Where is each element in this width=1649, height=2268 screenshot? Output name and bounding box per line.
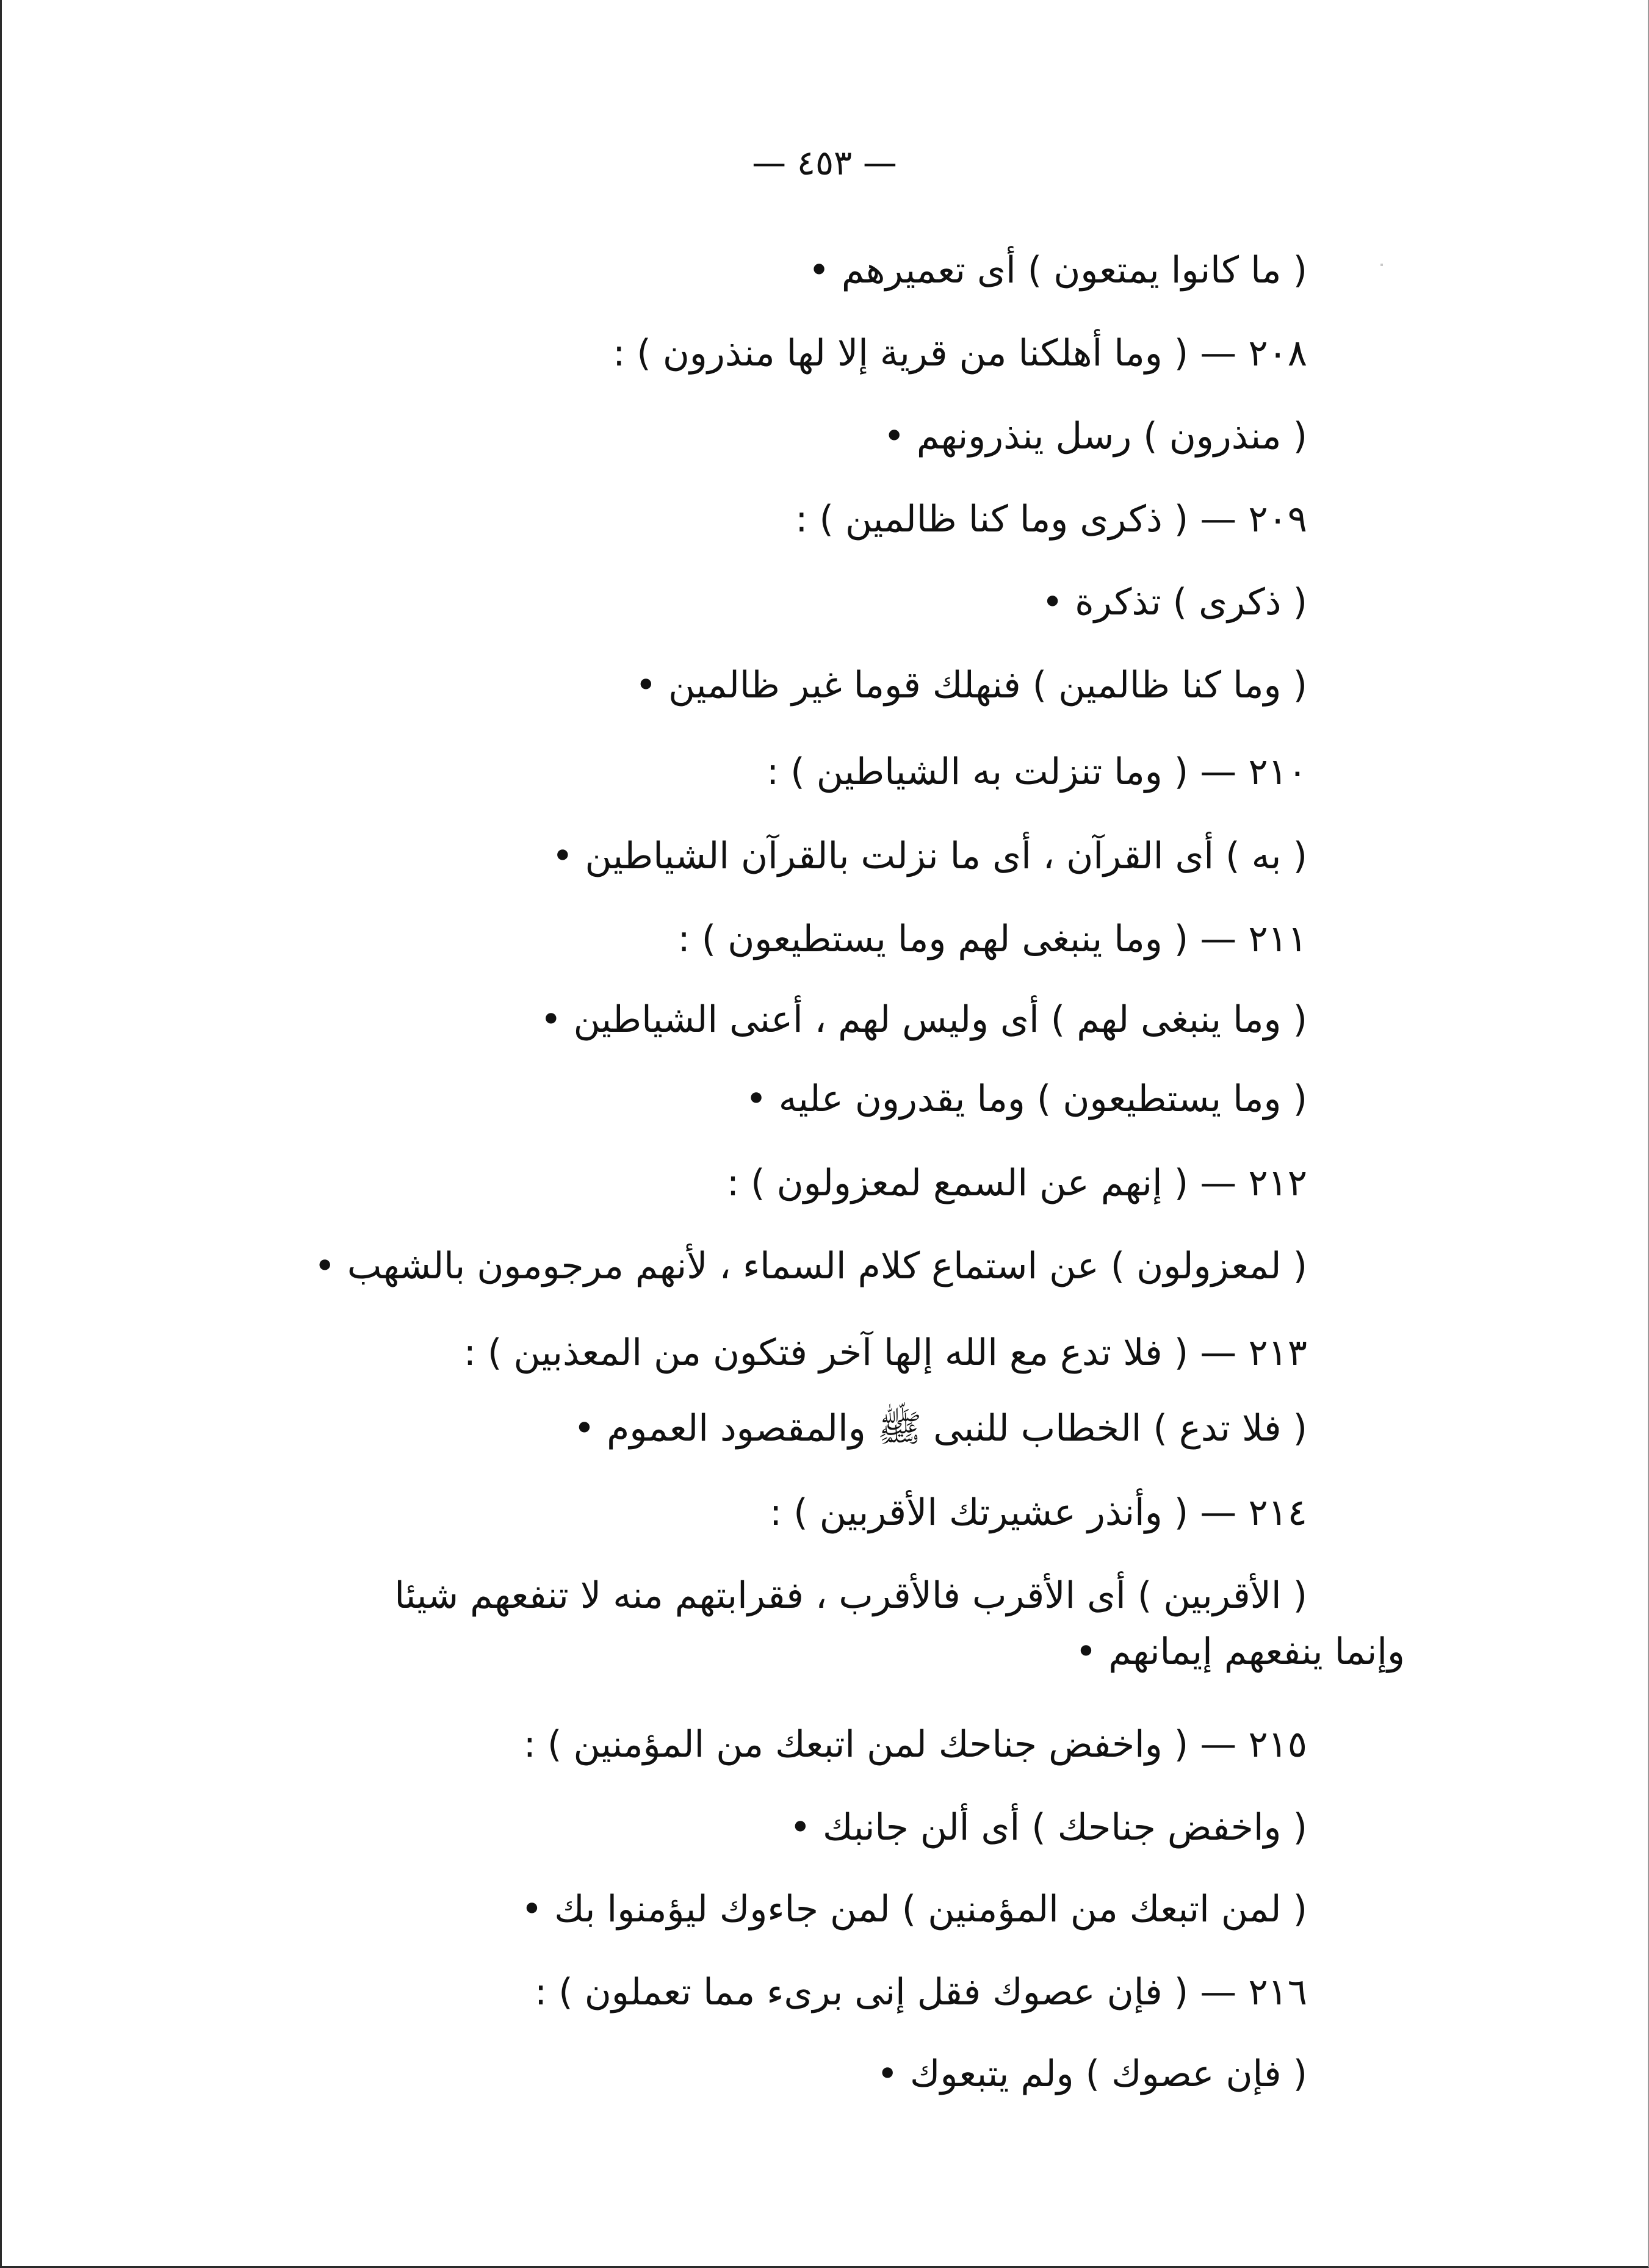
text-line-1: ( ما كانوا يمتعون ) أى تعميرهم • xyxy=(808,249,1307,292)
text-line-21: ( لمن اتبعك من المؤمنين ) لمن جاءوك ليؤمنوا بك • xyxy=(521,1888,1307,1931)
text-line-10: ( وما ينبغى لهم ) أى وليس لهم ، أعنى الشياطين • xyxy=(540,998,1307,1041)
page-number: — ٤٥٣ — xyxy=(752,143,897,183)
verse-heading-216: ٢١٦ — ( فإن عصوك فقل إنى برىء مما تعملون ) : xyxy=(534,1971,1307,2014)
text-line-3: ( منذرون ) رسل ينذرونهم • xyxy=(883,415,1307,458)
verse-heading-210: ٢١٠ — ( وما تنزلت به الشياطين ) : xyxy=(766,751,1307,793)
text-line-18: وإنما ينفعهم إيمانهم • xyxy=(1075,1630,1405,1673)
verse-heading-215: ٢١٥ — ( واخفض جناحك لمن اتبعك من المؤمنين ) : xyxy=(523,1723,1307,1766)
verse-heading-212: ٢١٢ — ( إنهم عن السمع لمعزولون ) : xyxy=(726,1162,1307,1204)
verse-heading-209: ٢٠٩ — ( ذكرى وما كنا ظالمين ) : xyxy=(795,498,1307,541)
text-line-8: ( به ) أى القرآن ، أى ما نزلت بالقرآن الشياطين • xyxy=(552,835,1307,877)
verse-heading-208: ٢٠٨ — ( وما أهلكنا من قرية إلا لها منذرون ) : xyxy=(613,332,1307,375)
text-line-6: ( وما كنا ظالمين ) فنهلك قوما غير ظالمين • xyxy=(635,664,1307,707)
text-line-15: ( فلا تدع ) الخطاب للنبى ﷺ والمقصود العموم • xyxy=(573,1407,1307,1450)
verse-heading-213: ٢١٣ — ( فلا تدع مع الله إلها آخر فتكون من المعذبين ) : xyxy=(463,1331,1307,1374)
verse-heading-211: ٢١١ — ( وما ينبغى لهم وما يستطيعون ) : xyxy=(677,918,1307,960)
verse-heading-214: ٢١٤ — ( وأنذر عشيرتك الأقربين ) : xyxy=(770,1491,1307,1534)
text-line-13: ( لمعزولون ) عن استماع كلام السماء ، لأنهم مرجومون بالشهب • xyxy=(314,1245,1307,1287)
text-line-23: ( فإن عصوك ) ولم يتبعوك • xyxy=(876,2053,1307,2095)
text-line-20: ( واخفض جناحك ) أى ألن جانبك • xyxy=(789,1806,1307,1849)
text-line-5: ( ذكرى ) تذكرة • xyxy=(1041,581,1307,624)
scan-speck xyxy=(1380,264,1383,266)
text-line-17: ( الأقربين ) أى الأقرب فالأقرب ، فقرابتهم منه لا تنفعهم شيئا xyxy=(394,1574,1307,1617)
text-line-11: ( وما يستطيعون ) وما يقدرون عليه • xyxy=(745,1078,1307,1120)
